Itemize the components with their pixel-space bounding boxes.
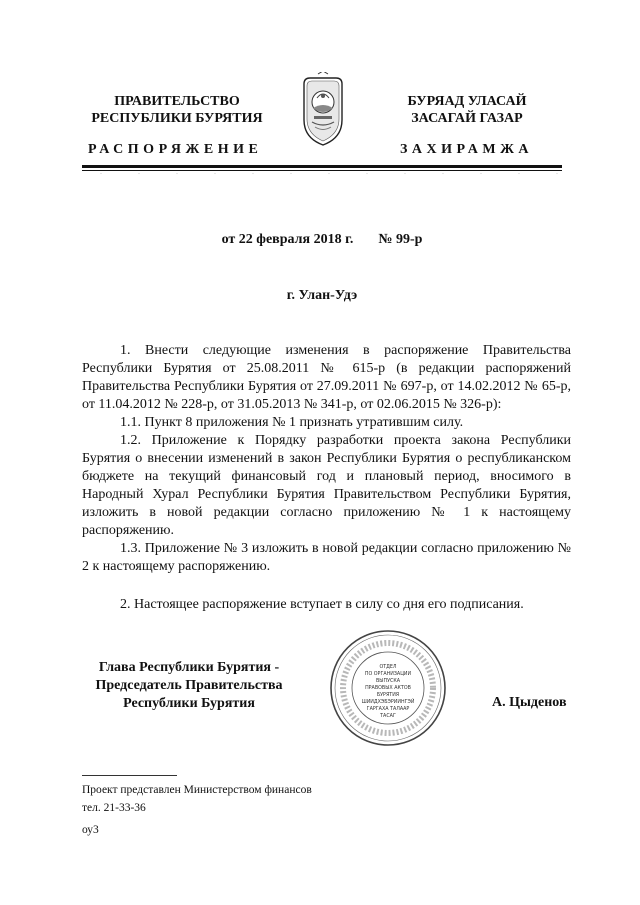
signatory-title [82, 659, 296, 713]
header-right-line1: БУРЯАД УЛАСАЙ [407, 94, 527, 109]
signatory-title-line3: Республики Бурятия [123, 696, 255, 711]
document-body [82, 342, 571, 614]
footer-rule [82, 775, 177, 776]
footer-line2: тел. 21-33-36 [82, 802, 146, 814]
header-rule-thin [82, 170, 562, 171]
header-rule-thick [82, 165, 562, 168]
footer-note [82, 781, 312, 817]
document-date: от 22 февраля 2018 г. [221, 232, 354, 247]
seal-line-8: ТАСАГ [380, 714, 396, 719]
doc-type-ru: РАСПОРЯЖЕНИЕ [88, 142, 263, 157]
paragraph-1-1: 1.1. Пункт 8 приложения № 1 признать утратившим силу. [120, 415, 464, 430]
date-line [82, 232, 562, 248]
signatory-name: А. Цыденов [492, 695, 567, 710]
seal-line-7: ГАРГАХА ТАЛААР [366, 707, 410, 712]
header-right-block [372, 93, 562, 127]
official-stamp-icon [328, 628, 448, 748]
doc-type-bur: ЗАХИРАМЖА [400, 142, 534, 157]
paragraph-2: 2. Настоящее распоряжение вступает в силу со дня его подписания. [120, 597, 524, 612]
header-right-line2: ЗАСАГАЙ ГАЗАР [411, 111, 523, 126]
seal-line-2: ПО ОРГАНИЗАЦИИ [364, 672, 412, 677]
header-left-line2: РЕСПУБЛИКИ БУРЯТИЯ [91, 111, 263, 126]
seal-line-3: ВЫПУСКА [375, 679, 401, 684]
signatory-title-line1: Глава Республики Бурятия - [98, 660, 280, 675]
seal-line-4: ПРАВОВЫХ АКТОВ [365, 686, 411, 691]
header-dotted-rule [82, 172, 562, 175]
paragraph-1: 1. Внести следующие изменения в распоряжение Правительства Республики Бурятия от 25.08.2011 № 615-р (в редакции распоряжений Правительства Республики Бурятия от 27.09.2011 № 697-р, от 14.02.2012 № 65-р, от 11.04.2012 № 228-р, от 31.05.2013 № 341-р, от 02.06.2015 № 326-р): [82, 343, 571, 412]
paragraph-1-3: 1.3. Приложение № 3 изложить в новой редакции согласно приложению № 2 к настоящему распоряжению. [82, 541, 571, 574]
footer-line1: Проект представлен Министерством финансов [82, 784, 312, 796]
seal-line-6: ШИИДХЭБЭРИИНГЭЙ [361, 700, 415, 705]
seal-line-5: БУРЯТИЯ [376, 693, 400, 698]
header-left-line1: ПРАВИТЕЛЬСТВО [114, 94, 240, 109]
seal-line-1: ОТДЕЛ [379, 665, 397, 670]
footer-code: оу3 [82, 824, 99, 836]
document-number: № 99-р [378, 232, 423, 247]
signatory-title-line2: Председатель Правительства [95, 678, 283, 693]
buryatia-coat-of-arms-icon [300, 72, 346, 148]
header-left-block [82, 93, 272, 127]
paragraph-1-2: 1.2. Приложение к Порядку разработки проекта закона Республики Бурятия о внесении изменений в закон Республики Бурятия о республиканском бюджете на текущий финансовый год и плановый период, вносимого в Народный Хурал Республики Бурятия Правительством Республики Бурятия, изложить в новой редакции согласно приложению № 1 к настоящему распоряжению. [82, 433, 571, 538]
city: г. Улан-Удэ [286, 288, 358, 303]
